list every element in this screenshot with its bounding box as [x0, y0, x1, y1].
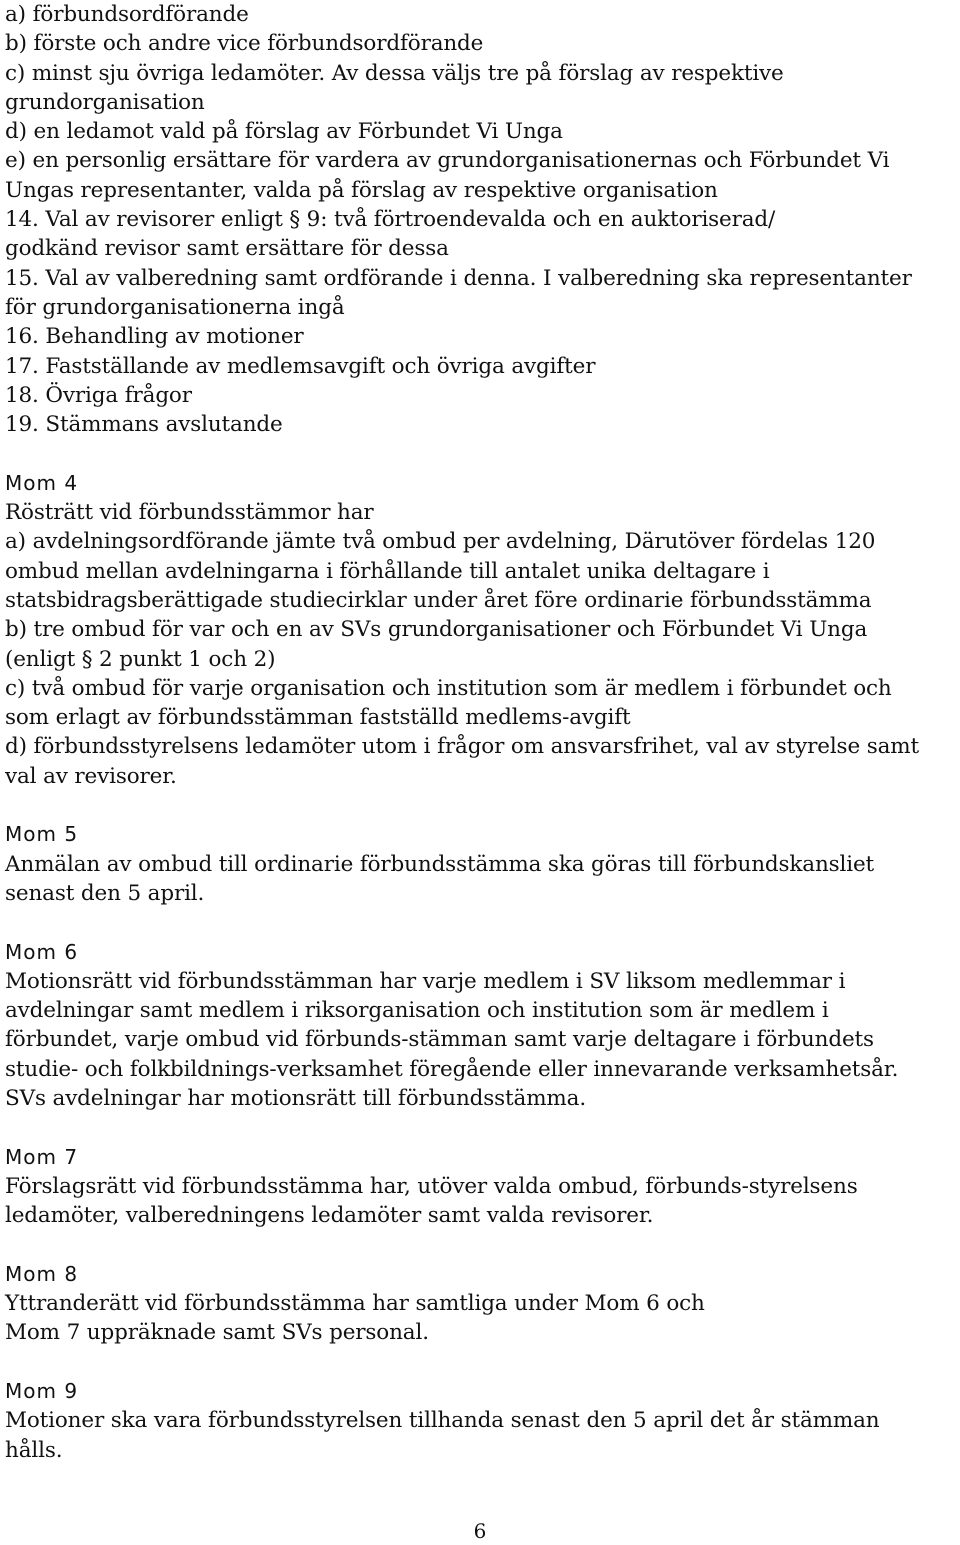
text-line: Anmälan av ombud till ordinarie förbundsstämma ska göras till förbundskansliet — [5, 851, 875, 877]
text-line: Ungas representanter, valda på förslag av respektive organisation — [5, 177, 718, 203]
text-line: d) förbundsstyrelsens ledamöter utom i frågor om ansvarsfrihet, val av styrelse samt — [5, 734, 919, 760]
section-mom-6 — [5, 938, 957, 1114]
section-mom-9 — [5, 1377, 957, 1465]
text-line: ombud mellan avdelningarna i förhållande till antalet unika deltagare i — [5, 558, 770, 584]
section-heading: Mom 6 — [5, 939, 79, 964]
section-heading: Mom 8 — [5, 1261, 79, 1286]
text-line: d) en ledamot vald på förslag av Förbundet Vi Unga — [5, 119, 563, 145]
section-mom-4 — [5, 469, 957, 791]
text-line: godkänd revisor samt ersättare för dessa — [5, 236, 449, 262]
text-line: 18. Övriga frågor — [5, 382, 192, 408]
text-line: c) minst sju övriga ledamöter. Av dessa väljs tre på förslag av respektive — [5, 60, 784, 86]
section-mom-5 — [5, 820, 957, 908]
page-number: 6 — [473, 1519, 487, 1543]
section-heading: Mom 4 — [5, 470, 79, 495]
text-line: för grundorganisationerna ingå — [5, 294, 345, 320]
text-line: ledamöter, valberedningens ledamöter samt valda revisorer. — [5, 1203, 654, 1229]
text-line: (enligt § 2 punkt 1 och 2) — [5, 646, 276, 672]
text-line: Motionsrätt vid förbundsstämman har varje medlem i SV liksom medlemmar i — [5, 968, 846, 994]
text-line: statsbidragsberättigade studiecirklar under året före ordinarie förbundsstämma — [5, 587, 872, 613]
section-mom-7 — [5, 1143, 957, 1231]
text-line: som erlagt av förbundsstämman fastställd medlems-avgift — [5, 705, 631, 731]
text-line: studie- och folkbildnings-verksamhet föregående eller innevarande verksamhetsår. — [5, 1056, 899, 1082]
text-line: Motioner ska vara förbundsstyrelsen tillhanda senast den 5 april det år stämman — [5, 1408, 880, 1434]
text-line: a) avdelningsordförande jämte två ombud per avdelning, Därutöver fördelas 120 — [5, 529, 876, 555]
text-line: SVs avdelningar har motionsrätt till förbundsstämma. — [5, 1085, 587, 1111]
text-line: 15. Val av valberedning samt ordförande i denna. I valberedning ska representanter — [5, 265, 912, 291]
section-mom-8 — [5, 1260, 957, 1348]
text-line: grundorganisation — [5, 89, 205, 115]
text-line: c) två ombud för varje organisation och institution som är medlem i förbundet och — [5, 675, 892, 701]
text-line: Mom 7 uppräknade samt SVs personal. — [5, 1320, 429, 1346]
text-line: 19. Stämmans avslutande — [5, 412, 283, 438]
text-line: förbundet, varje ombud vid förbunds-stämman samt varje deltagare i förbundets — [5, 1027, 874, 1053]
text-line: 16. Behandling av motioner — [5, 324, 304, 350]
section-heading: Mom 9 — [5, 1378, 79, 1403]
text-line: senast den 5 april. — [5, 880, 205, 906]
text-line: 14. Val av revisorer enligt § 9: två förtroendevalda och en auktoriserad/ — [5, 207, 776, 233]
text-line: b) tre ombud för var och en av SVs grundorganisationer och Förbundet Vi Unga — [5, 617, 868, 643]
text-line: val av revisorer. — [5, 763, 177, 789]
text-line: b) förste och andre vice förbundsordförande — [5, 31, 484, 57]
text-line: Förslagsrätt vid förbundsstämma har, utöver valda ombud, förbunds-styrelsens — [5, 1173, 858, 1199]
section-heading: Mom 7 — [5, 1144, 79, 1169]
text-line: 17. Fastställande av medlemsavgift och övriga avgifter — [5, 353, 596, 379]
text-line: a) förbundsordförande — [5, 2, 249, 27]
agenda-continuation — [5, 0, 957, 439]
document-page — [5, 0, 957, 1465]
section-heading: Mom 5 — [5, 822, 79, 847]
text-line: Rösträtt vid förbundsstämmor har — [5, 500, 374, 526]
text-line: hålls. — [5, 1437, 63, 1463]
text-line: avdelningar samt medlem i riksorganisation och institution som är medlem i — [5, 998, 829, 1024]
text-line: e) en personlig ersättare för vardera av grundorganisationernas och Förbundet Vi — [5, 148, 890, 174]
text-line: Yttranderätt vid förbundsstämma har samtliga under Mom 6 och — [5, 1291, 705, 1317]
